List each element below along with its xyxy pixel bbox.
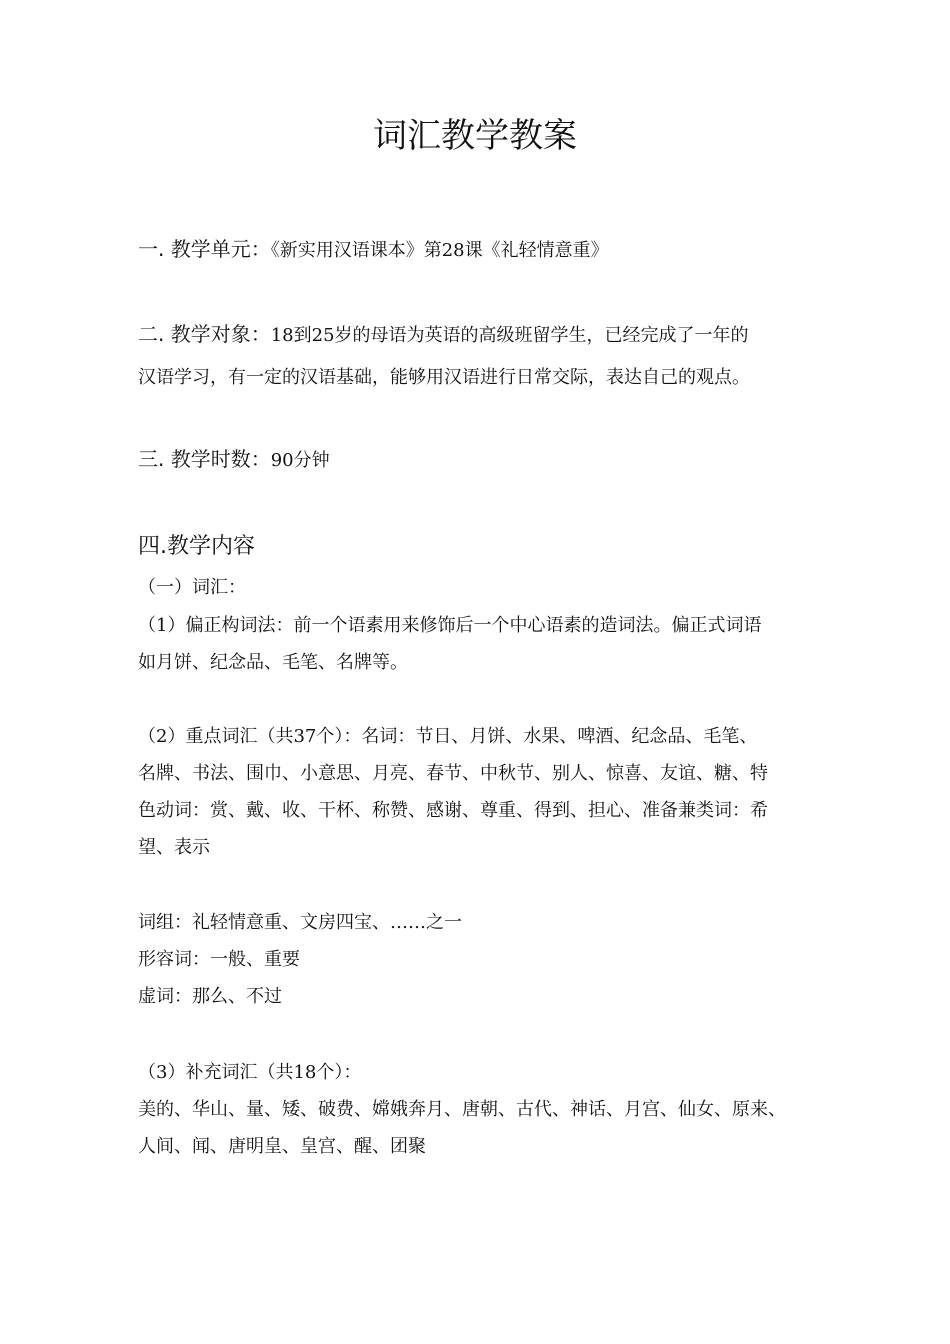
item2-line2: 名牌、书法、围巾、小意思、月亮、春节、中秋节、别人、惊喜、友谊、糖、特 <box>138 763 768 784</box>
item1-line1: （1）偏正构词法：前一个语素用来修饰后一个中心语素的造词法。偏正式词语 <box>138 615 762 636</box>
teaching-hours-label: 三. 教学时数： <box>138 447 271 471</box>
section-teaching-target <box>138 321 749 349</box>
item2-line4: 望、表示 <box>138 837 210 858</box>
item2-line1: （2）重点词汇（共37个）：名词：节日、月饼、水果、啤酒、纪念品、毛笔、 <box>138 726 758 747</box>
section-teaching-unit <box>138 236 609 264</box>
teaching-target-label: 二. 教学对象： <box>138 322 271 346</box>
document-title: 词汇教学教案 <box>373 116 577 156</box>
item3-heading: （3）补充词汇（共18个）： <box>138 1062 362 1083</box>
teaching-target-value: 18到25岁的母语为英语的高级班留学生，已经完成了一年的 <box>270 325 749 346</box>
section-teaching-content-heading: 四.教学内容 <box>138 534 255 559</box>
item1-line2: 如月饼、纪念品、毛笔、名牌等。 <box>138 652 408 673</box>
item2-line3: 色动词：赏、戴、收、干杯、称赞、感谢、尊重、得到、担心、准备兼类词：希 <box>138 800 768 821</box>
section-teaching-hours <box>138 446 330 474</box>
teaching-unit-value: 《新实用汉语课本》第28课《礼轻情意重》 <box>270 240 609 261</box>
phrases-line: 词组：礼轻情意重、文房四宝、……之一 <box>138 912 462 933</box>
teaching-hours-value: 90分钟 <box>270 450 330 471</box>
function-words-line: 虚词：那么、不过 <box>138 986 282 1007</box>
adjectives-line: 形容词：一般、重要 <box>138 949 300 970</box>
teaching-target-line2: 汉语学习，有一定的汉语基础，能够用汉语进行日常交际，表达自己的观点。 <box>138 367 750 388</box>
vocabulary-subheading: （一）词汇： <box>138 577 246 598</box>
item3-line1: 美的、华山、量、矮、破费、嫦娥奔月、唐朝、古代、神话、月宫、仙女、原来、 <box>138 1099 786 1120</box>
item3-line2: 人间、闻、唐明皇、皇宫、醒、团聚 <box>138 1136 426 1157</box>
teaching-unit-label: 一. 教学单元： <box>138 237 271 261</box>
